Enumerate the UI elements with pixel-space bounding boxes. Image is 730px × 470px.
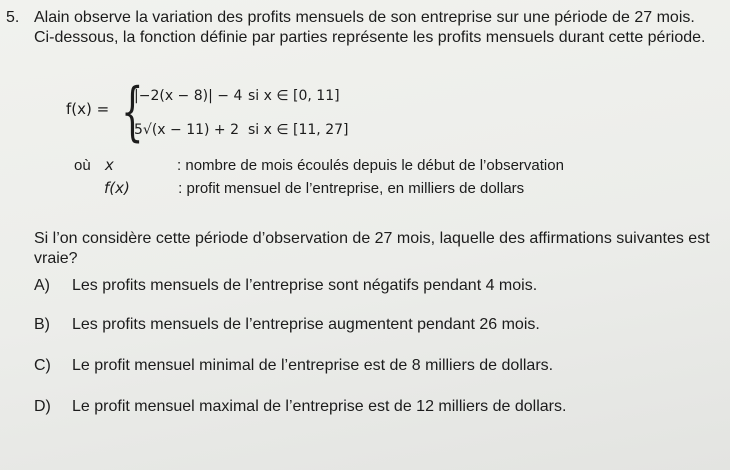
question-prompt: Si l’on considère cette période d’observation de 27 mois, laquelle des affirmations suivantes est vraie?: [34, 230, 710, 267]
choice-a[interactable]: [34, 277, 537, 295]
definition-variable: f(x): [104, 179, 130, 197]
choice-c[interactable]: [34, 357, 553, 375]
choice-letter: C): [34, 357, 51, 374]
choice-text: Le profit mensuel maximal de l’entreprise est de 12 milliers de dollars.: [72, 398, 567, 415]
piece-condition-1: si x ∈ [0, 11]: [248, 88, 340, 104]
definition-fx: [104, 179, 524, 197]
piece-condition-2: si x ∈ [11, 27]: [248, 122, 349, 138]
definition-variable: x: [104, 156, 114, 174]
question-intro: Alain observe la variation des profits mensuels de son entreprise sur une période de 27 mois. Ci-dessous, la fonction définie par parties représente les profits mensuels durant cette période.: [34, 9, 706, 46]
choice-text: Les profits mensuels de l’entreprise sont négatifs pendant 4 mois.: [72, 277, 538, 294]
piece-expression-1: |−2(x − 8)| − 4: [134, 88, 243, 104]
choice-d[interactable]: [34, 398, 566, 416]
choice-letter: B): [34, 316, 50, 333]
definition-prefix: où: [74, 157, 91, 174]
choice-text: Les profits mensuels de l’entreprise augmentent pendant 26 mois.: [72, 316, 540, 333]
function-name: f(x) =: [66, 100, 110, 118]
choice-letter: D): [34, 398, 51, 415]
choice-text: Le profit mensuel minimal de l’entreprise est de 8 milliers de dollars.: [72, 357, 554, 374]
definition-x: [74, 156, 564, 174]
choice-letter: A): [34, 277, 50, 294]
choice-b[interactable]: [34, 316, 540, 334]
piecewise-brace: {: [121, 75, 144, 149]
definition-text: : nombre de mois écoulés depuis le début de l’observation: [177, 157, 564, 174]
definition-text: : profit mensuel de l’entreprise, en milliers de dollars: [178, 180, 525, 197]
question-number: 5.: [6, 9, 20, 26]
piece-expression-2: 5√(x − 11) + 2: [134, 122, 240, 138]
